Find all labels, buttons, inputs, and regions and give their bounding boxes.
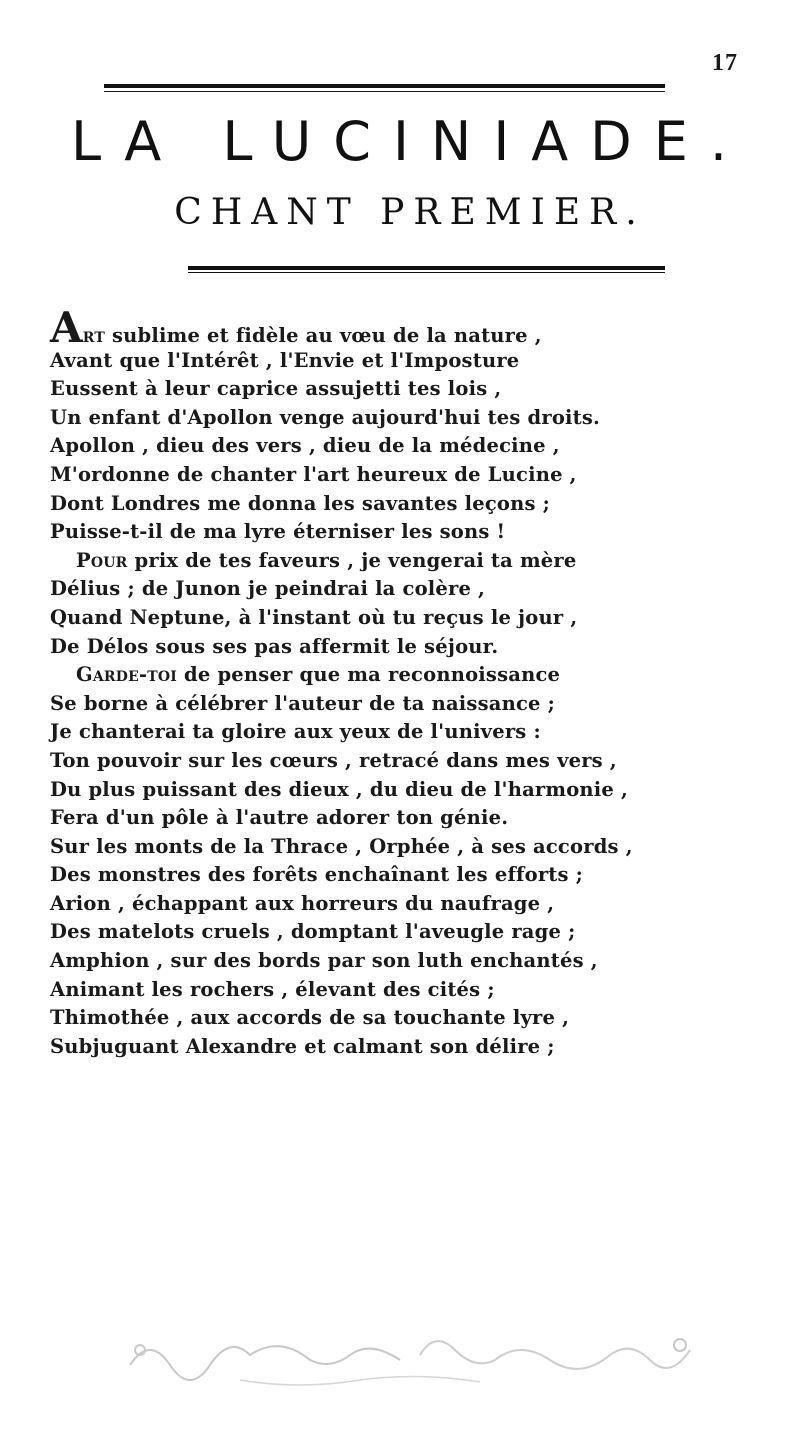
poem-line: Subjuguant Alexandre et calmant son délire ; <box>50 1034 555 1058</box>
poem-line: Avant que l'Intérêt , l'Envie et l'Imposture <box>50 348 520 372</box>
stanza2-line-rest: prix de tes faveurs , je vengerai ta mère <box>127 548 577 572</box>
poem-line-stanza2-opening <box>50 547 765 576</box>
poem-line: Des matelots cruels , domptant l'aveugle rage ; <box>50 920 576 944</box>
stanza3-lead: Garde-toi <box>76 663 178 687</box>
poem-line: Se borne à célébrer l'auteur de ta naissance ; <box>50 691 556 715</box>
poem-line: Quand Neptune, à l'instant où tu reçus le jour , <box>50 605 578 629</box>
drop-cap: A <box>50 303 83 352</box>
section-double-rule <box>188 266 665 273</box>
poem-line: Arion , échappant aux horreurs du naufrage , <box>50 891 555 915</box>
opening-word-rest: rt <box>82 324 106 347</box>
poem-line: Des monstres des forêts enchaînant les efforts ; <box>50 863 584 887</box>
poem-line: Sur les monts de la Thrace , Orphée , à ses accords , <box>50 834 633 858</box>
poem-line: Fera d'un pôle à l'autre adorer ton génie. <box>50 806 509 830</box>
poem-line: Je chanterai ta gloire aux yeux de l'univers : <box>50 720 541 744</box>
poem-line-opening <box>50 303 765 352</box>
poem-line: Un enfant d'Apollon venge aujourd'hui tes droits. <box>50 405 601 429</box>
stanza3-line-rest: de penser que ma reconnoissance <box>177 663 561 687</box>
poem-line: Amphion , sur des bords par son luth enchantés , <box>50 949 598 973</box>
poem-line-stanza3-opening <box>50 661 765 690</box>
opening-line-rest: sublime et fidèle au vœu de la nature , <box>105 324 542 347</box>
poem-line: De Délos sous ses pas affermit le séjour. <box>50 634 499 658</box>
stanza2-lead: Pour <box>76 548 128 572</box>
poem-title: LA LUCINIADE. <box>70 110 750 173</box>
poem-line: Eussent à leur caprice assujetti tes lois , <box>50 377 502 401</box>
poem-line: Du plus puissant des dieux , du dieu de l'harmonie , <box>50 777 628 801</box>
poem-line: M'ordonne de chanter l'art heureux de Lucine , <box>50 462 577 486</box>
poem-body <box>50 303 765 1061</box>
poem-line: Thimothée , aux accords de sa touchante lyre , <box>50 1006 570 1030</box>
bleed-through-ornament <box>120 1315 700 1395</box>
poem-line: Puisse-t-il de ma lyre éterniser les sons ! <box>50 520 506 544</box>
poem-line: Délius ; de Junon je peindrai la colère , <box>50 577 486 601</box>
page-number: 17 <box>712 50 738 76</box>
poem-line: Ton pouvoir sur les cœurs , retracé dans mes vers , <box>50 748 617 772</box>
poem-line: Apollon , dieu des vers , dieu de la médecine , <box>50 434 560 458</box>
poem-line: Dont Londres me donna les savantes leçons ; <box>50 491 551 515</box>
header-double-rule <box>104 84 665 92</box>
chant-heading: CHANT PREMIER. <box>174 192 646 233</box>
poem-line: Animant les rochers , élevant des cités ; <box>50 977 495 1001</box>
